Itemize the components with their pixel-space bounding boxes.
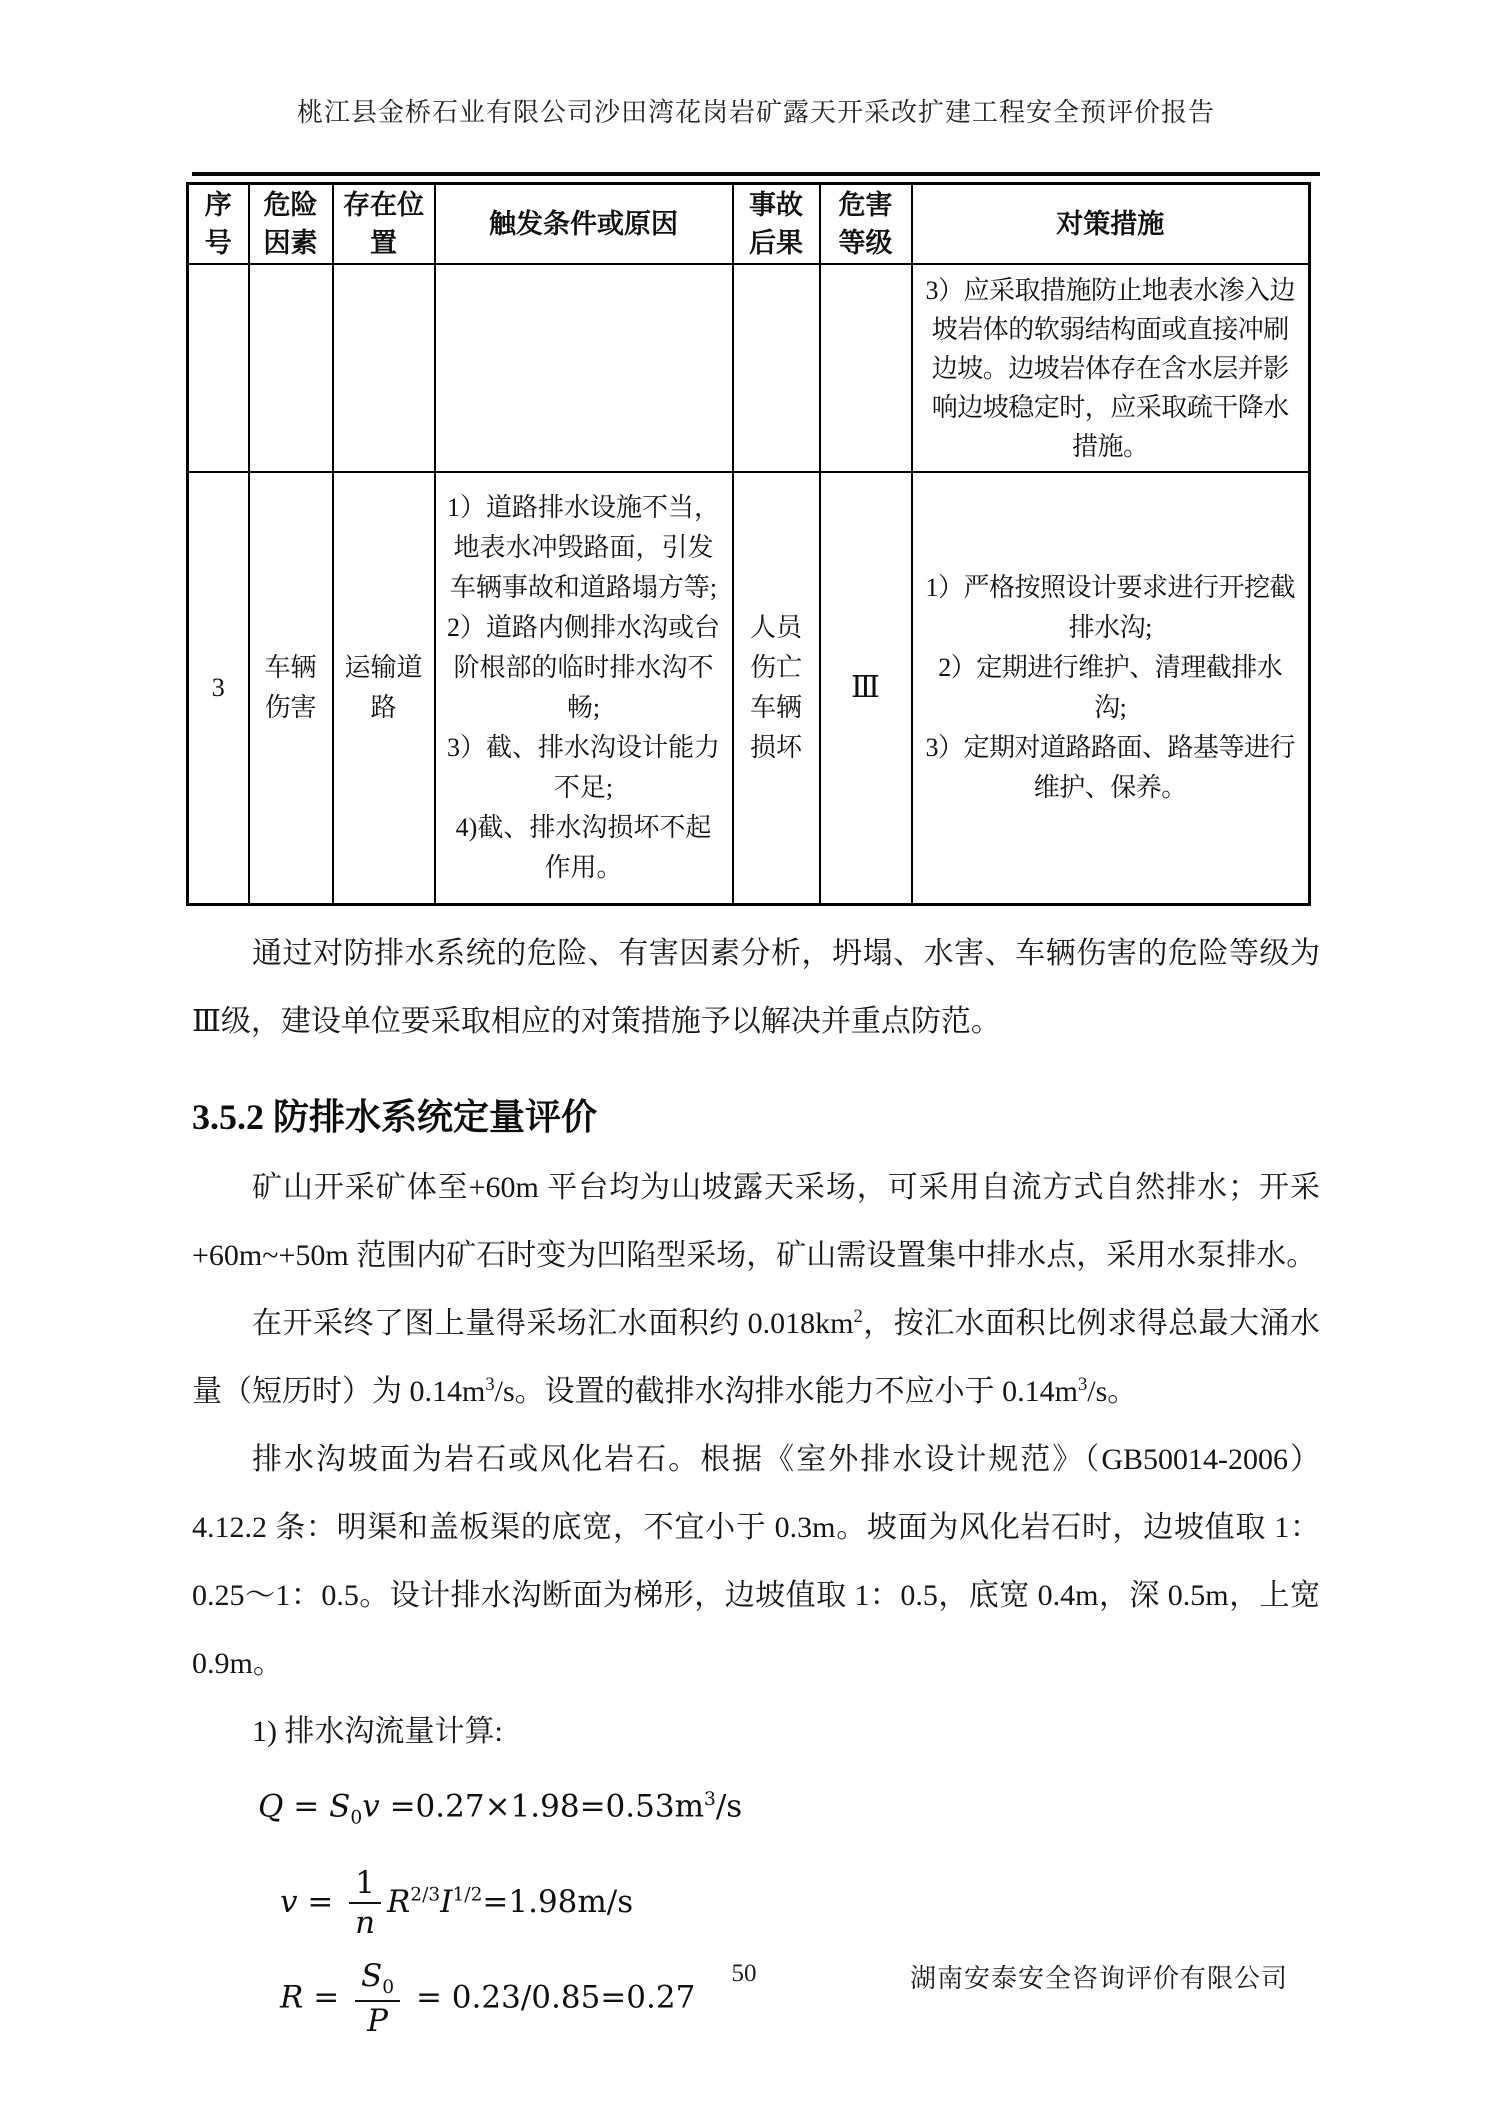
col-header-trigger: 触发条件或原因 — [435, 184, 733, 265]
col-header-seq: 序号 — [188, 184, 249, 265]
catchment-text: /s。设置的截排水沟排水能力不应小于 0.14m — [494, 1375, 1078, 1408]
paragraph-summary: 通过对防排水系统的危险、有害因素分析，坍塌、水害、车辆伤害的危险等级为Ⅲ级，建设单位要采取相应的对策措施予以解决并重点防范。 — [192, 937, 1320, 1038]
paragraph-ditch-design: 排水沟坡面为岩石或风化岩石。根据《室外排水设计规范》（GB50014-2006）4.12.2 条：明渠和盖板渠的底宽，不宜小于 0.3m。坡面为风化岩石时，边坡值取 1：0.25～1：0.5。设计排水沟断面为梯形，边坡值取 1：0.5，底宽 0.4m，深 0.5m，上宽 0.9m。 — [192, 1443, 1320, 1680]
math-sup: 2/3 — [410, 1884, 441, 1906]
cell-measures — [912, 472, 1310, 905]
math-var: S — [361, 1957, 383, 1994]
math-value: = 0.23/0.85=0.27 — [406, 1979, 696, 2016]
cell-location-empty — [333, 264, 435, 472]
catchment-text: 在开采终了图上量得采场汇水面积约 0.018km — [252, 1307, 854, 1340]
measure-item: 2）定期进行维护、清理截排水沟; — [938, 653, 1283, 722]
header-rule — [192, 172, 1320, 176]
cell-trigger — [435, 472, 733, 905]
catchment-text: /s。 — [1087, 1375, 1138, 1408]
trigger-item: 3）截、排水沟设计能力不足; — [446, 733, 720, 802]
col-header-location: 存在位置 — [333, 184, 435, 265]
table-row-continuation — [188, 264, 1310, 472]
paragraph-mining-drainage: 矿山开采矿体至+60m 平台均为山坡露天采场，可采用自流方式自然排水；开采+60m~+50m 范围内矿石时变为凹陷型采场，矿山需设置集中排水点，采用水泵排水。 — [192, 1171, 1320, 1272]
table-header-row — [188, 184, 1310, 265]
cell-location: 运输道路 — [333, 472, 435, 905]
superscript: 3 — [485, 1374, 495, 1395]
col-header-factor: 危险因素 — [249, 184, 333, 265]
math-value: =1.98m/s — [482, 1883, 634, 1920]
list-item-flow-calc: 1) 排水沟流量计算: — [252, 1715, 503, 1748]
running-head-title: 桃江县金桥石业有限公司沙田湾花岗岩矿露天开采改扩建工程安全预评价报告 — [296, 98, 1215, 127]
col-header-level: 危害等级 — [820, 184, 912, 265]
fraction-denominator — [355, 2002, 400, 2038]
cell-seq: 3 — [188, 472, 249, 905]
math-sup: 3 — [703, 1789, 716, 1810]
cell-level: Ⅲ — [820, 472, 912, 905]
superscript: 3 — [1078, 1374, 1088, 1395]
fraction-numerator: 1 — [349, 1867, 381, 1905]
table-row-3 — [188, 472, 1310, 905]
cell-trigger-empty — [435, 264, 733, 472]
page-number: 50 — [731, 1960, 757, 1987]
trigger-item: 4)截、排水沟损坏不起作用。 — [455, 813, 712, 882]
math-sub: 0 — [350, 1807, 363, 1829]
cell-seq-empty — [188, 264, 249, 472]
paragraph-catchment — [192, 1290, 1320, 1426]
measure-item: 1）严格按照设计要求进行开挖截排水沟; — [925, 573, 1295, 642]
footer-company-name: 湖南安泰安全咨询评价有限公司 — [909, 1964, 1288, 1993]
page-footer — [0, 1957, 1488, 2000]
cell-factor: 车辆伤害 — [249, 472, 333, 905]
measure-item: 3）定期对道路路面、路基等进行维护、保养。 — [925, 733, 1295, 802]
cell-level-empty — [820, 264, 912, 472]
cell-measures-continuation: 3）应采取措施防止地表水渗入边坡岩体的软弱结构面或直接冲刷边坡。边坡岩体存在含水层并影响边坡稳定时，应采取疏干降水措施。 — [912, 264, 1310, 472]
superscript: 2 — [853, 1306, 863, 1327]
math-value: =0.27×1.98=0.53m — [379, 1788, 704, 1825]
cell-consequence-empty — [733, 264, 820, 472]
col-header-consequence: 事故后果 — [733, 184, 820, 265]
math-var: n — [355, 1905, 376, 1942]
formula-q — [192, 1766, 1320, 1853]
formula-v — [192, 1853, 1320, 1946]
catchment-text: ，按汇水面积比例求得总最大涌水量（短历时）为 0.14m — [192, 1307, 1320, 1408]
col-header-measures: 对策措施 — [912, 184, 1310, 265]
math-op: = — [283, 1788, 330, 1825]
math-var: v — [362, 1788, 380, 1825]
math-var: R — [280, 1979, 304, 2016]
math-unit: /s — [715, 1788, 743, 1825]
math-sub: 0 — [382, 1976, 395, 1998]
hazard-analysis-table — [186, 182, 1311, 906]
fraction-denominator — [349, 1904, 381, 1940]
math-op: = — [297, 1883, 344, 1920]
math-var: R — [386, 1883, 411, 1920]
page-content — [192, 0, 1320, 2044]
trigger-item: 1）道路排水设施不当，地表水冲毁路面，引发车辆事故和道路塌方等; — [446, 493, 720, 602]
math-var: S — [329, 1788, 351, 1825]
math-var: Q — [258, 1788, 284, 1825]
trigger-item: 2）道路内侧排水沟或台阶根部的临时排水沟不畅; — [446, 613, 720, 722]
section-heading-3-5-2: 3.5.2 防排水系统定量评价 — [192, 1097, 598, 1137]
math-var: P — [367, 2003, 388, 2040]
fraction — [349, 1864, 381, 1942]
math-op: = — [303, 1979, 350, 2016]
math-sup: 1/2 — [452, 1884, 483, 1906]
math-var: v — [280, 1883, 298, 1920]
math-var: I — [440, 1883, 453, 1920]
cell-consequence: 人员伤亡车辆损坏 — [733, 472, 820, 905]
cell-factor-empty — [249, 264, 333, 472]
